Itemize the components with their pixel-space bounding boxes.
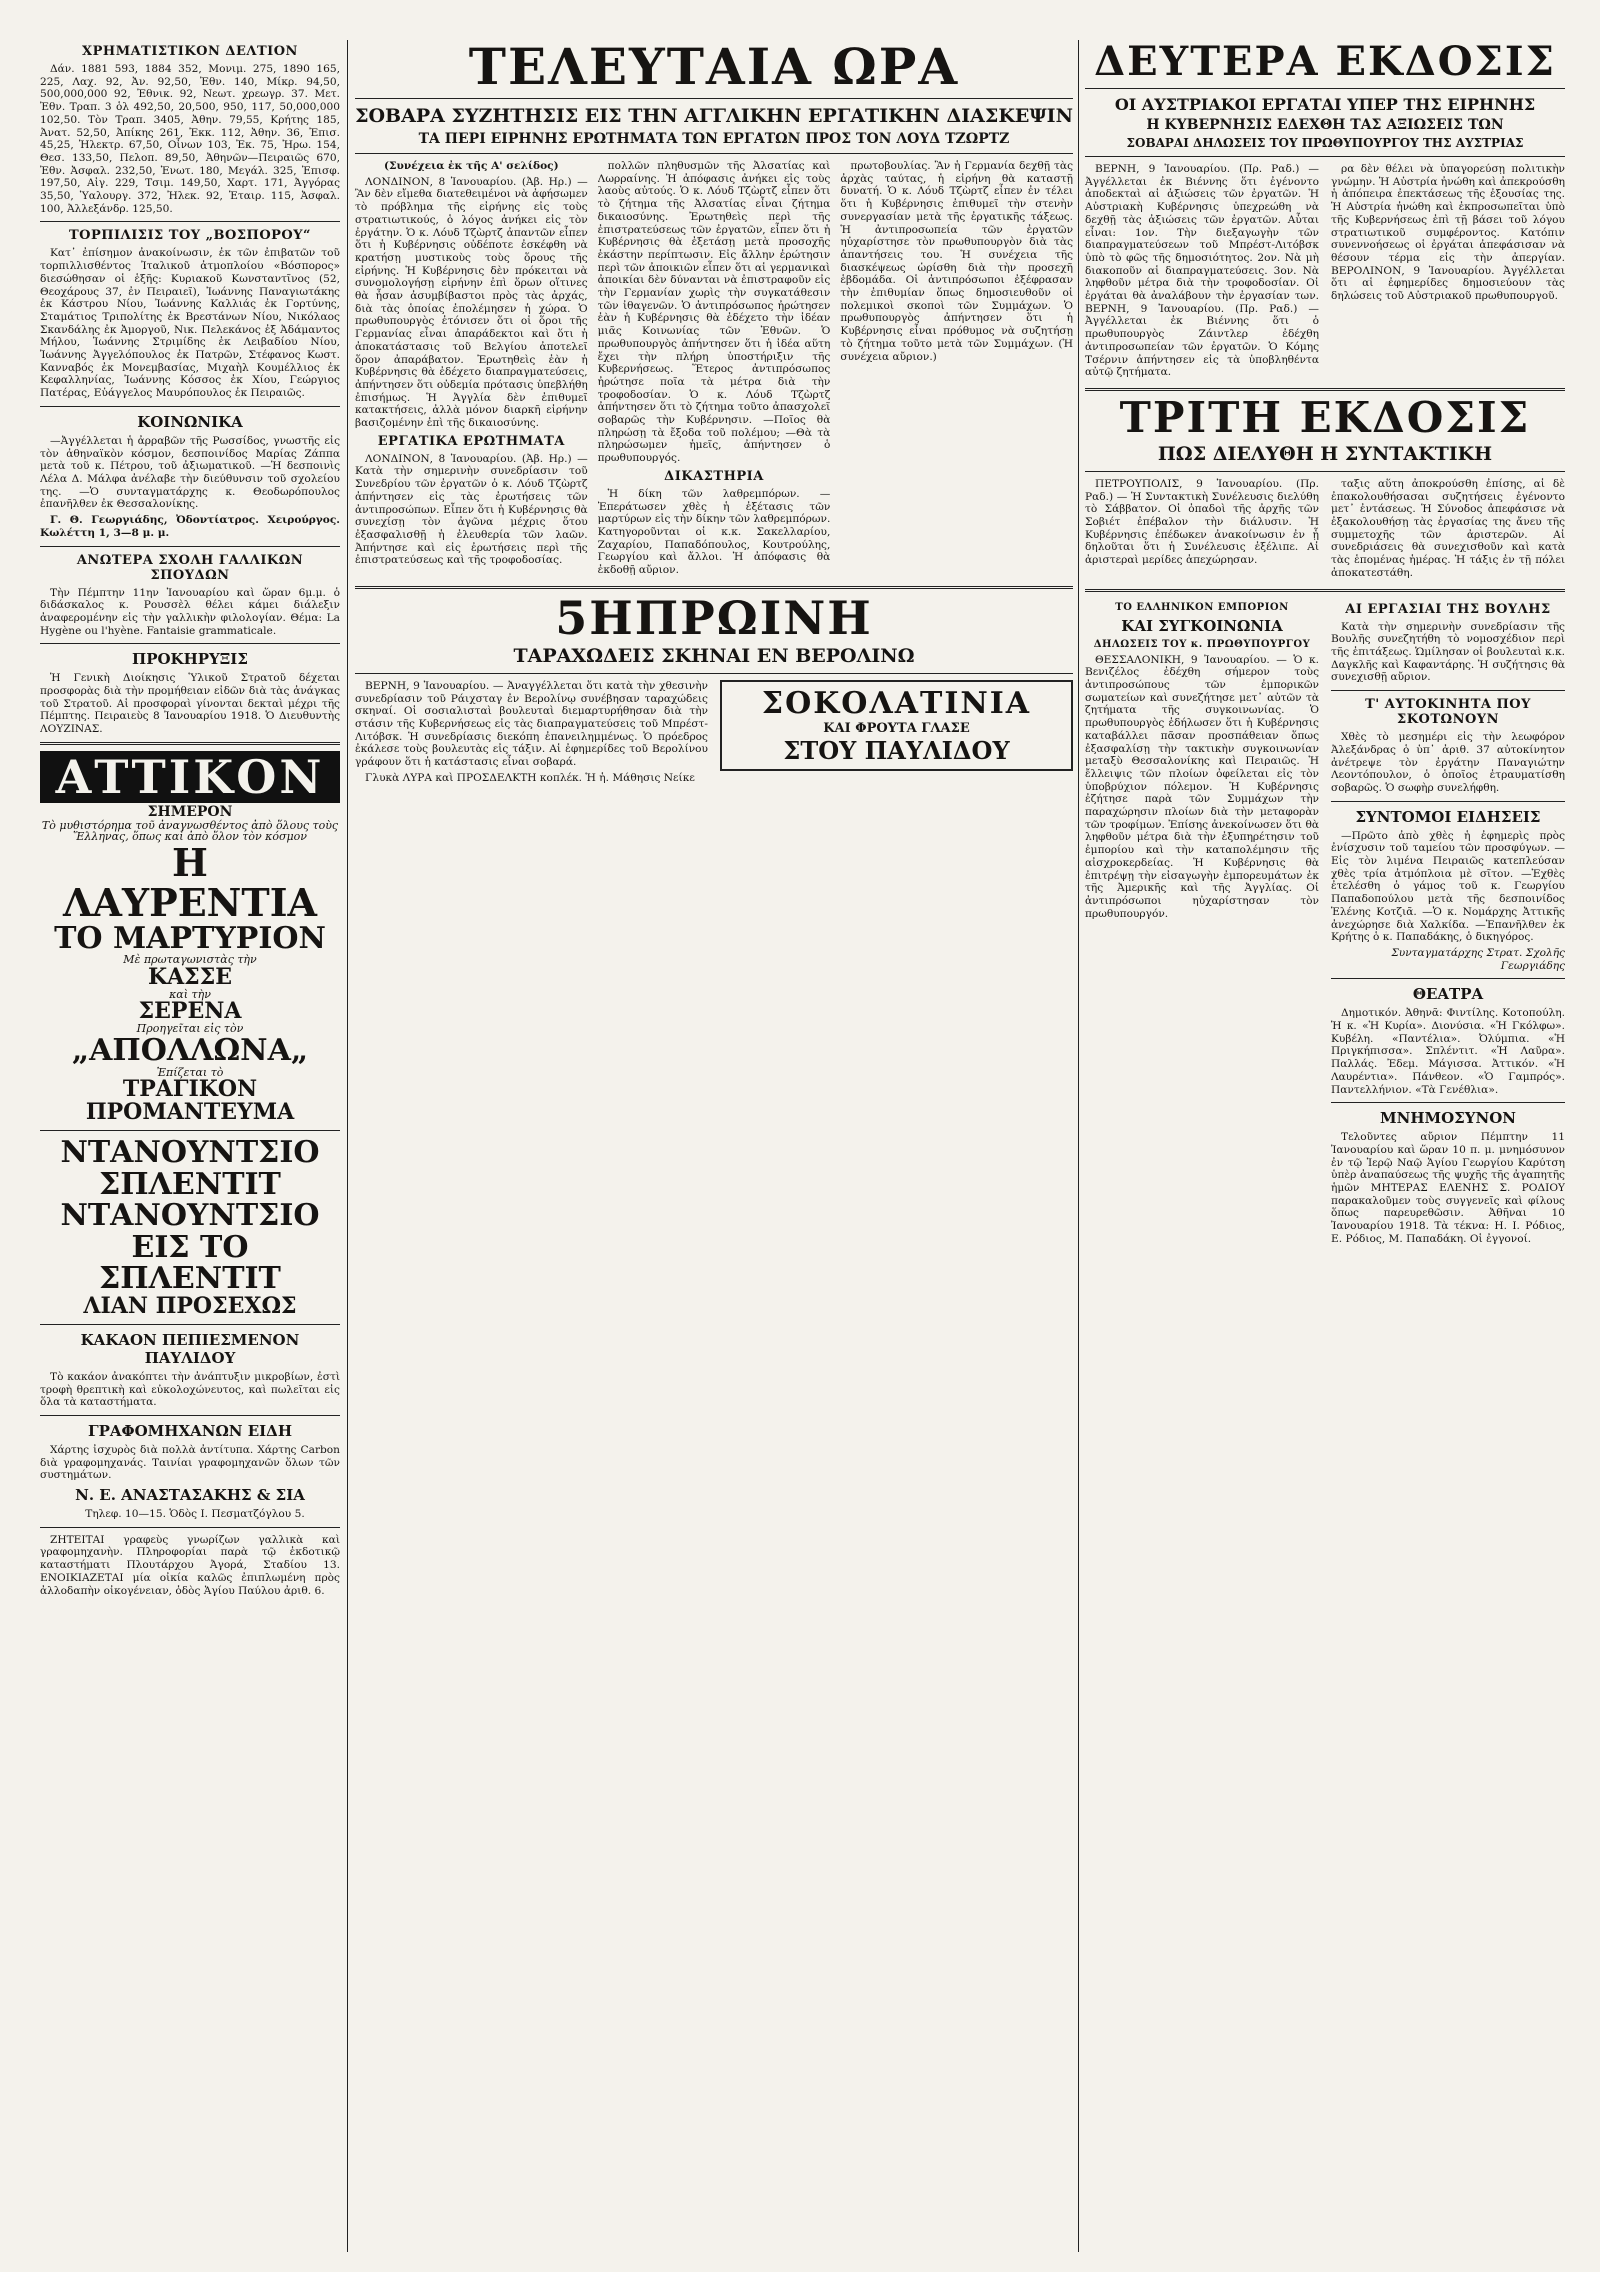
constituent-headline: ΠΩΣ ΔΙΕΛΥΘΗ Η ΣΥΝΤΑΚΤΙΚΗ	[1157, 442, 1493, 465]
theatre-title: ΘΕΑΤΡΑ	[1412, 985, 1484, 1004]
bosporos-text: Κατ᾽ ἐπίσημον ἀνακοίνωσιν, ἐκ τῶν ἐπιβατῶν τοῦ τορπιλλισθέντος Ἰταλικοῦ ἀτμοπλοίου «Βόσπορος» διεσώθησαν οἱ ἑξῆς: Κυριακοῦ Κωνσταντῖνος (52, Θεοχάρους 37, ἐν Πειραιεῖ), Ἰωάννης Παναγιωτάκης ἐκ Κάστρου Νίου, Ἰωάννης Καλλιάς ἐκ Γορτύνης, Σταμάτιος Τριπολίτης ἐκ Βρεστάνων Νίου, Νικόλαος Σκανδάλης ἐκ Ἀμοργοῦ, Νικ. Πελεκάνος ἐξ Ἀδάμαντος Μήλου, Ἰωάννης Στριμίδης ἐκ Λειβαδίου Νίου, Ἰωάννης Ἀγγελόπουλος ἐκ Πατρῶν, Στέφανος Κωστ. Κανναβός ἐκ Μονεμβασίας, Μιχαὴλ Κουμέλλιος ἐκ Κεφαλληνίας, Ἰωάννης Κόσσος ἐκ Χίου, Γεώργιος Πατέρας, Εὐάγγελος Μαυρόπουλος ἐκ Πειραιῶς.	[40, 247, 340, 400]
article-text-c: πρωτοβουλίας. Ἂν ἡ Γερμανία δεχθῇ τὰς ἀρχὰς ταύτας, ἡ εἰρήνη θὰ καταστῇ δυνατή. Ὁ κ. Λόυδ Τζὼρτζ εἶπεν ἐν τέλει ὅτι ἡ Κυβέρνησις ἐπιθυμεῖ τὴν στενὴν συνεργασίαν μετὰ τῆς ἐργατικῆς τάξεως. Ἡ ἀντιπροσωπεία τῶν ἐργατῶν ηὐχαρίστησε τὸν πρωθυπουργὸν διὰ τὰς ἀπαντήσεις του. Ἡ συνέχεια τῆς διασκέψεως ὡρίσθη διὰ τὴν προσεχῆ ἑβδομάδα. Οἱ ἀντιπρόσωποι ἐξέφρασαν τὴν ἐπιθυμίαν ὅπως δημοσιευθοῦν οἱ πολεμικοὶ σκοποὶ τῶν Συμμάχων. Ὁ πρωθυπουργὸς ἀπήντησεν ὅτι ἡ Κυβέρνησις εἶναι πρόθυμος νὰ συζητήσῃ τὸ ζήτημα τοῦτο μετὰ τῶν Συμμάχων. (Ἡ συνέχεια αὔριον.)	[840, 160, 1073, 363]
austria-headline-1: ΟΙ ΑΥΣΤΡΙΑΚΟΙ ΕΡΓΑΤΑΙ ΥΠΕΡ ΤΗΣ ΕΙΡΗΝΗΣ	[1114, 95, 1536, 114]
labor-title: ΕΡΓΑΤΙΚΑ ΕΡΩΤΗΜΑΤΑ	[377, 433, 565, 449]
article-text-a2: ΛΟΝΔΙΝΟΝ, 8 Ἰανουαρίου. (Ἀβ. Ηρ.) — Κατὰ τὴν σημερινὴν συνεδρίασιν τοῦ Συνεδρίου τῶν ἐργατῶν ὁ κ. Λόυδ Τζὼρτζ ἀπήντησεν εἰς τὰς ἐρωτήσεις τῶν ἀντιπροσώπων. Εἶπεν ὅτι ἡ Κυβέρνησις θὰ συνεχίσῃ τὸν ἀγῶνα μέχρις ὅτου ἐξασφαλισθῇ ἡ ἐλευθερία τῶν λαῶν. Ἀπήντησε καὶ εἰς ἐρωτήσεις περὶ τῆς ἐπιστρατεύσεως καὶ τῆς τροφοδοσίας.	[355, 452, 588, 567]
brand-1: ΝΤΑΝΟΥΝΤΣΙΟ	[60, 1135, 320, 1171]
theatre-text: Δημοτικόν. Ἀθηνᾶ: Φιντίλης. Κοτοπούλη. Ἡ κ. «Ἡ Κυρία». Διονύσια. «Ἡ Γκόλφω». Κυβέλη. «Παντέλια». Ὀλύμπια. «Ἡ Πριγκήπισσα». Σπλέντιτ. «Ἡ Λαῦρα». Παλλάς. Ἐδεμ. Μάγισσα. Ἀττικόν. «Ἡ Λαυρέντια». Πάνθεον. «Ὁ Γαμπρός». Παντελλήνιον. «Τὰ Γενέθλια».	[1331, 1007, 1565, 1096]
continued-note: (Συνέχεια ἐκ τῆς Α' σελίδος)	[384, 160, 559, 172]
social-title: ΚΟΙΝΩΝΙΚΑ	[137, 412, 243, 431]
notice-text: Ἡ Γενικὴ Διοίκησις Ὑλικοῦ Στρατοῦ δέχεται προσφορὰς διὰ τὴν προμήθειαν εἰδῶν διὰ τὰς ἀνάγκας τοῦ Στρατοῦ. Αἱ προσφοραὶ γίνονται δεκταὶ μέχρι τῆς Πέμπτης. Πειραιεὺς 8 Ἰανουαρίου 1918. Ὁ Διευθυντὴς ΛΟΥΖΙΝΑΣ.	[40, 672, 340, 736]
news-text: —Πρῶτο ἀπὸ χθὲς ἡ ἐφημερὶς πρὸς ἐνίσχυσιν τοῦ ταμείου τῶν προσφύγων. —Εἰς τὸν λιμένα Πειραιῶς κατεπλεύσαν χθὲς τρία ἀτμόπλοια μὲ σῖτον. —Ἐχθὲς ἐτελέσθη ὁ γάμος τοῦ κ. Γεωργίου Παπαδοπούλου μετὰ τῆς δεσποινίδος Ἑλένης Κοτζιᾶ. —Ὁ κ. Νομάρχης Ἀττικῆς ἀνεχώρησε διὰ Χαλκίδα. —Ἐπανῆλθεν ἐκ Κρήτης ὁ κ. Παπαδάκης, ὁ δικηγόρος.	[1331, 829, 1565, 944]
right-column	[1085, 40, 1565, 2252]
berlin-columns	[355, 680, 1073, 788]
cars-text: Χθὲς τὸ μεσημέρι εἰς τὴν λεωφόρον Ἀλεξάνδρας ὁ ὑπ᾽ ἀριθ. 37 αὐτοκίνητον ἀνέτρεψε τὸν ἐργάτην Παναγιώτην Λεοντόπουλον, ὁ ὁποῖος ἐτραυματίσθη σοβαρῶς. Ὁ σωφὴρ συνελήφθη.	[1331, 731, 1565, 794]
news-signature: Συνταγματάρχης Στρατ. Σχολῆς Γεωργιάδης	[1391, 946, 1565, 972]
kids-text: Τὸ κακάον ἀνακόπτει τὴν ἀνάπτυξιν μικροβίων, ἐστὶ τροφὴ θρεπτικὴ καὶ εὐκολοχώνευτος, καὶ πωλεῖται εἰς ὅλα τὰ καταστήματα.	[40, 1370, 340, 1409]
cars-title: Τ' ΑΥΤΟΚΙΝΗΤΑ ΠΟΥ ΣΚΟΤΩΝΟΥΝ	[1365, 697, 1531, 728]
company-address: Τηλεφ. 10—15. Ὁδὸς Ι. Πεσματζόγλου 5.	[85, 1508, 305, 1521]
chocolate-sub: ΚΑΙ ΦΡΟΥΤΑ ΓΛΑΣΕ	[823, 720, 970, 736]
left-column	[40, 40, 340, 2252]
chocolate-title: ΣΟΚΟΛΑΤΙΝΙΑ	[761, 685, 1032, 721]
notice-title: ΠΡΟΚΗΡΥΞΙΣ	[132, 650, 248, 669]
social-text: —Ἀγγέλλεται ἡ ἀρραβῶν τῆς Ρωσσίδος, γνωστῆς εἰς τὸν ἀθηναϊκὸν κόσμον, δεσποινίδος Μαρίας Ζάππα μετὰ τοῦ κ. Πέτρου, τοῦ ἀξιωματικοῦ. —Ἡ δεσποινὶς Λέλα Δ. Μάλφα ἀνέλαβε τὴν διεύθυνσιν τοῦ σχολείου της. —Ὁ συνταγματάρχης κ. Θεοδωρόπουλος ἐπανῆλθεν ἐκ Θεσσαλονίκης.	[40, 434, 340, 511]
follows-line: Ἐπίζεται τὸ	[156, 1065, 224, 1079]
attikon-title: ΑΤΤΙΚΟΝ	[40, 751, 340, 803]
brand-3: ΝΤΑΝΟΥΝΤΣΙΟ	[60, 1198, 320, 1234]
film-title-1: Η ΛΑΥΡΕΝΤΙΑ	[63, 839, 317, 925]
center-column	[355, 40, 1073, 2252]
commerce-text: ΘΕΣΣΑΛΟΝΙΚΗ, 9 Ἰανουαρίου. — Ὁ κ. Βενιζέλος ἐδέχθη σήμερον τοὺς ἀντιπροσώπους τῶν ἐμπορικῶν σωματείων καὶ συνεζήτησε μετ᾽ αὐτῶν τὰ ζητήματα τῆς συγκοινωνίας. Ὁ πρωθυπουργὸς ἐδήλωσεν ὅτι ἡ Κυβέρνησις καταβάλλει πᾶσαν προσπάθειαν ὅπως ἐξασφαλίσῃ τὴν τακτικὴν συγκοινωνίαν μεταξὺ Θεσσαλονίκης καὶ Πειραιῶς. Ἡ ἔλλειψις τῶν πλοίων ὀφείλεται εἰς τὸν ὑποβρύχιον πόλεμον. Ἡ Κυβέρνησις ἐζήτησε παρὰ τῶν Συμμάχων τὴν παραχώρησιν πλοίων διὰ τὴν μεταφορὰν τῶν τροφίμων. Ἐπίσης ἀνεκοίνωσεν ὅτι θὰ ληφθοῦν μέτρα διὰ τὴν ἐξυπηρέτησιν τοῦ ἐμπορίου καὶ τὴν καταπολέμησιν τῆς αἰσχροκερδείας. Ἡ Κυβέρνησις θὰ ἐπιτρέψῃ τὴν εἰσαγωγὴν ἐμπορευμάτων ἐκ τῆς Ἀμερικῆς καὶ τῆς Ἀγγλίας. Οἱ ἀντιπρόσωποι ηὐχαρίστησαν τὸν πρωθυπουργόν.	[1085, 653, 1319, 920]
bosporos-title: ΤΟΡΠΙΛΙΣΙΣ ΤΟΥ „ΒΟΣΠΟΡΟΥ“	[68, 228, 312, 244]
court-title: ΔΙΚΑΣΤΗΡΙΑ	[664, 468, 764, 484]
headline-sub: ΤΑ ΠΕΡΙ ΕΙΡΗΝΗΣ ΕΡΩΤΗΜΑΤΑ ΤΩΝ ΕΡΓΑΤΩΝ ΠΡΟΣ ΤΟΝ ΛΟΥΔ ΤΖΩΡΤΖ	[418, 131, 1010, 147]
doctor-line: Γ. Θ. Γεωργιάδης, Ὀδοντίατρος. Χειρούργος. Κωλέττη 1, 3—8 μ. μ.	[40, 514, 340, 539]
memorial-title: ΜΝΗΜΟΣΥΝΟΝ	[1380, 1109, 1516, 1128]
chocolate-shop: ΣΤΟΥ ΠΑΥΛΙΔΟΥ	[783, 735, 1010, 765]
kids-title: ΚΑΚΑΟΝ ΠΕΠΙΕΣΜΕΝΟΝ ΠΑΥΛΙΔΟΥ	[80, 1330, 300, 1367]
brand-4: ΕΙΣ ΤΟ ΣΠΛΕΝΤΙΤ	[99, 1229, 281, 1297]
parliament-text: Κατὰ τὴν σημερινὴν συνεδρίασιν τῆς Βουλῆς συνεζητήθη τὸ νομοσχέδιον περὶ τῆς ἐπιτάξεως. Ὡμίλησαν οἱ βουλευταὶ κ.κ. Δαγκλῆς καὶ Καφαντάρης. Ἡ συζήτησις θὰ συνεχισθῇ αὔριον.	[1331, 620, 1565, 684]
news-title: ΣΥΝΤΟΜΟΙ ΕΙΔΗΣΕΙΣ	[1355, 807, 1541, 826]
berlin-headline: ΤΑΡΑΧΩΔΕΙΣ ΣΚΗΝΑΙ ΕΝ ΒΕΡΟΛΙΝΩ	[513, 644, 915, 667]
attikon-advert	[40, 751, 340, 1318]
court-text: Ἡ δίκη τῶν λαθρεμπόρων. — Ἐπεράτωσεν χθὲς ἡ ἐξέτασις τῶν μαρτύρων εἰς τὴν δίκην τῶν λαθρεμπόρων. Κατηγοροῦνται οἱ κ.κ. Σακελλαρίου, Ζαχαρίου, Παπαδόπουλος, Κουτρούλης, Γεωργίου καὶ ἄλλοι. Ἡ ἀπόφασις θὰ ἐκδοθῇ αὔριον.	[597, 487, 831, 577]
commerce-pre-title: ΤΟ ΕΛΛΗΝΙΚΟΝ ΕΜΠΟΡΙΟΝ	[1115, 601, 1289, 613]
office-text: Χάρτης ἰσχυρὸς διὰ πολλὰ ἀντίτυπα. Χάρτης Carbon διὰ γραφομηχανάς. Ταινίαι γραφομηχανῶν ὅλων τῶν συστημάτων.	[40, 1443, 340, 1482]
wanted-text: ΖΗΤΕΙΤΑΙ γραφεὺς γνωρίζων γαλλικὰ καὶ γραφομηχανὴν. Πληροφορίαι παρὰ τῷ ἐκδοτικῷ καταστήματι Πλουτάρχου Ἀγορά, Σταδίου 13. ΕΝΟΙΚΙΑΖΕΤΑΙ μία οἰκία καλῶς ἐπιπλωμένη πρὸς ἀλλοδαπὴν οἰκογένειαν, ὁδὸς Ἁγίου Παύλου ἀριθ. 6.	[40, 1533, 340, 1597]
exchange-text: Δάν. 1881 593, 1884 352, Μονιμ. 275, 1890 165, 225, Λαχ. 92, Ἀν. 92,50, Ἐθν. 140, Μίκρ. 94,50, 500,000,000 92, Ἐθνικ. 92, Νεωτ. χρεωγρ. 37. Μετ. Ἐθν. Τραπ. 3 ὁλ 492,50, 20,500, 950, 117, 50,000,000 102,50. Τὸν Τραπ. 3405, Ἀθην. 79,55, Κρήτης 185, Ἀνατ. 52,50, Ἀπίκης 261, Ἐκκ. 112, Ἀθην. 36, Ἐπισ. 45,25, Ἠλεκτρ. 67,50, Οἶνων 103, Ἐκ. 75, Ἠρω. 154, Θεσ. 133,50, Πελοπ. 89,50, Ἀθηνῶν—Πειραιῶς 670, Ἐθν. Ἀσφαλ. 232,50, Ἑνωτ. 180, Μεγάλ. 325, Ἐπισφ. 197,50, Αἰγ. 229, Τσιμ. 149,50, Χαρτ. 171, Ἀγγόρας 35,50, Ὑαλουργ. 372, Ἠλεκ. 92, Ἑταιρ. 115, Ἀσφαλ. 100, Ἀλλεξάνδρ. 125,50.	[40, 63, 340, 215]
parliament-title: ΑΙ ΕΡΓΑΣΙΑΙ ΤΗΣ ΒΟΥΛΗΣ	[1345, 601, 1551, 617]
memorial-text: Τελοῦντες αὔριον Πέμπτην 11 Ἰανουαρίου καὶ ὥραν 10 π. μ. μνημόσυνον ἐν τῷ Ἱερῷ Ναῷ Ἁγίου Γεωργίου Καρύτση ὑπὲρ ἀναπαύσεως τῆς ψυχῆς τῆς ἀγαπητῆς ἡμῶν ΜΗΤΕΡΑΣ ΕΛΕΝΗΣ Σ. ΡΟΔΙΟΥ παρακαλοῦμεν τοὺς συγγενεῖς καὶ φίλους ὅπως παρευρεθῶσιν. Ἀθῆναι 10 Ἰανουαρίου 1918. Τὰ τέκνα: Η. Ι. Ρόδιος, Ε. Ρόδιος, Μ. Παπαδάκη. Οἱ ἐγγονοί.	[1331, 1131, 1565, 1245]
pavlidis-line: Γλυκὰ ΛΥΡΑ καὶ ΠΡΟΣΔΕΛΚΤΗ κοπλέκ. Ἡ ἡ. Μάθησις Νείκε	[365, 771, 695, 784]
brand-2: ΣΠΛΕΝΤΙΤ	[99, 1166, 281, 1202]
article-text-b: πολλῶν πληθυσμῶν τῆς Ἀλσατίας καὶ Λωρραίνης. Ἡ ἀπόφασις ἀνήκει εἰς τοὺς λαοὺς αὐτούς. Ὁ κ. Λόυδ Τζὼρτζ εἶπεν ὅτι τὸ ζήτημα τῆς Ἀλσατίας εἶναι ζήτημα δικαιοσύνης. Ἐρωτηθεὶς περὶ τῆς ἐπιστρατεύσεως τῶν ἐργατῶν, εἶπεν ὅτι ἡ Κυβέρνησις θὰ ἐξετάσῃ μετὰ προσοχῆς ἑκάστην περίπτωσιν. Εἰς ἄλλην ἐρώτησιν περὶ τῶν ἀποικιῶν εἶπεν ὅτι αἱ γερμανικαὶ ἀποικίαι δὲν δύνανται νὰ ἐπιστραφοῦν εἰς τὴν Γερμανίαν χωρὶς τὴν συγκατάθεσιν τῶν ἰθαγενῶν. Ὁ ἀντιπρόσωπος ἠρώτησεν ἐὰν ἡ Κυβέρνησις θὰ ἐδέχετο τὴν ἰδέαν μιᾶς Κοινωνίας τῶν Ἐθνῶν. Ὁ πρωθυπουργὸς ἀπήντησεν ὅτι ἡ ἰδέα αὕτη ἔχει τὴν πλήρη ὑποστήριξιν τῆς Κυβερνήσεως. Ἕτερος ἀντιπρόσωπος ἠρώτησε ποῖα τὰ μέτρα διὰ τὴν τροφοδοσίαν. Ὁ κ. Λόυδ Τζὼρτζ ἀπήντησεν ὅτι τὸ ζήτημα τοῦτο ἀπασχολεῖ σοβαρῶς τὴν Κυβέρνησιν. —Ποῖος θὰ πληρώσῃ τὰ ἔξοδα τοῦ πολέμου; —Θὰ τὰ πληρώσωμεν ἡμεῖς, ἀπήντησεν ὁ πρωθυπουργός.	[597, 160, 831, 465]
constituent-text-a: ΠΕΤΡΟΥΠΟΛΙΣ, 9 Ἰανουαρίου. (Πρ. Ραδ.) — Ἡ Συντακτικὴ Συνέλευσις διελύθη τὸ Σάββατον. Οἱ ὀπαδοὶ τῆς ἀρχῆς τῶν Σοβιέτ ἐπέβαλον τὴν διάλυσιν. Ἡ Κυβέρνησις ἐπέδωκεν ἀνακοίνωσιν ἐν ᾗ δηλοῦται ὅτι ἡ Συνέλευσις ἐξέλιπε. Αἱ ἀριστεραὶ μερίδες ἀπεχώρησαν.	[1085, 477, 1319, 567]
article-text-a: ΛΟΝΔΙΝΟΝ, 8 Ἰανουαρίου. (Ἀβ. Ηρ.) — Ἂν δὲν εἴμεθα διατεθειμένοι νὰ ἀφήσωμεν τὸ πρόβλημα τῆς εἰρήνης εἰς τοὺς στρατιωτικούς, ὁ λόγος ἀνήκει εἰς τὸν ἐργάτην. Ὁ κ. Λόυδ Τζὼρτζ ἀπαντῶν εἶπεν ὅτι ἡ Κυβέρνησις οὐδέποτε ἐσκέφθη νὰ κρατήσῃ μυστικοὺς τοὺς ὅρους τῆς εἰρήνης. Ἡ Κυβέρνησις δὲν πρόκειται νὰ συνομολογήσῃ εἰρήνην ἐπὶ ὅρων οἵτινες θὰ ἦσαν ἀσυμβίβαστοι πρὸς τὰς ἀρχάς, διὰ τὰς ὁποίας ἐπολέμησεν ἡ χώρα. Ὁ πρωθυπουργὸς ἐτόνισεν ὅτι οἱ ὅροι τῆς Γερμανίας εἶναι ἀπαράδεκτοι καὶ ὅτι ἡ ἀποκατάστασις τοῦ Βελγίου ἀποτελεῖ ὅρον ἀπαράβατον. Ἐρωτηθεὶς ἐὰν ἡ Κυβέρνησις θὰ ἐδέχετο διαπραγματεύσεις, ἀπήντησεν ὅτι οὐδεμία πρότασις ὑπεβλήθη ἐπισήμως. Ἡ Ἀγγλία δὲν ἐπιθυμεῖ κατακτήσεις, ἀλλὰ μόνον διαρκῆ εἰρήνην βασιζομένην ἐπὶ τῆς δικαιοσύνης.	[355, 175, 588, 430]
with-line: Μὲ πρωταγωνιστὰς τὴν	[123, 953, 257, 967]
precedes-line: Προηγεῖται εἰς τὸν	[136, 1022, 244, 1036]
office-title: ΓΡΑΦΟΜΗΧΑΝΩΝ ΕΙΔΗ	[87, 1421, 292, 1440]
attikon-line: Τὸ μυθιστόρημα τοῦ ἀναγνωσθέντος ἀπὸ ὅλους τοὺς Ἕλληνας, ὅπως καὶ ἀπὸ ὅλον τὸν κόσμον	[41, 818, 339, 844]
film-title-2: „ΑΠΟΛΛΩΝΑ„	[71, 1033, 309, 1069]
exchange-title: ΧΡΗΜΑΤΙΣΤΙΚΟΝ ΔΕΛΤΙΟΝ	[82, 44, 298, 59]
school-text: Τὴν Πέμπτην 11ην Ἰανουαρίου καὶ ὥραν 6μ.μ. ὁ διδάσκαλος κ. Ρουσσὲλ θέλει κάμει διάλεξιν ἀναφερομένην εἰς τὴν γαλλικὴν φιλολογίαν. Θέμα: La Hygène ou l'hyène. Fantaisie grammaticale.	[40, 586, 340, 637]
third-edition-banner: ΤΡΙΤΗ ΕΚΔΟΣΙΣ	[1119, 392, 1531, 442]
column-rule	[347, 40, 348, 2252]
morning-edition-banner: 5ΗΠΡΩΙΝΗ	[555, 590, 873, 645]
headline-main: ΣΟΒΑΡΑ ΣΥΖΗΤΗΣΙΣ ΕΙΣ ΤΗΝ ΑΓΓΛΙΚΗΝ ΕΡΓΑΤΙΚΗΝ ΔΙΑΣΚΕΨΙΝ	[355, 105, 1073, 127]
film-title-3: ΤΡΑΓΙΚΟΝ ΠΡΟΜΑΝΤΕΥΜΑ	[85, 1076, 295, 1126]
constituent-text-b: ταξις αὕτη ἀποκρούσθη ἐπίσης, αἱ δὲ ἐπακολουθήσασαι συζητήσεις ἐγένοντο μετ᾽ ἐντάσεως. Ἡ Σύνοδος ἀπεφάσισε νὰ ἐξακολουθήσῃ τὰς ἐργασίας της ἄνευ τῆς συμμετοχῆς τῶν ἀριστερῶν. Αἱ συνεδριάσεις θὰ συνεχισθοῦν καὶ κατὰ τὰς ἑπομένας ἡμέρας. Ἡ τάξις ἐν τῇ πόλει ἀποκατεστάθη.	[1331, 477, 1565, 579]
actor-1: ΚΑΣΣΕ	[147, 963, 233, 990]
commerce-title: ΚΑΙ ΣΥΓΚΟΙΝΩΝΙΑ	[1121, 616, 1283, 635]
commerce-subtitle: ΔΗΛΩΣΕΙΣ ΤΟΥ κ. ΠΡΩΘΥΠΟΥΡΓΟΥ	[1093, 638, 1311, 650]
brand-5: ΛΙΑΝ ΠΡΟΣΕΧΩΣ	[83, 1292, 297, 1319]
austria-headline-2: Η ΚΥΒΕΡΝΗΣΙΣ ΕΔΕΧΘΗ ΤΑΣ ΑΞΙΩΣΕΙΣ ΤΩΝ	[1146, 117, 1504, 133]
and-line: καὶ τὴν	[169, 987, 211, 1001]
company-name: Ν. Ε. ΑΝΑΣΤΑΣΑΚΗΣ & ΣΙΑ	[75, 1486, 305, 1505]
last-hour-banner: ΤΕΛΕΥΤΑΙΑ ΩΡΑ	[468, 40, 960, 96]
school-title: ΑΝΩΤΕΡΑ ΣΧΟΛΗ ΓΑΛΛΙΚΩΝ ΣΠΟΥΔΩΝ	[76, 552, 304, 583]
actor-2: ΣΕΡΕΝΑ	[138, 998, 242, 1025]
column-rule	[1078, 40, 1079, 2252]
chocolate-advert	[720, 680, 1073, 771]
attikon-tonight: ΣΗΜΕΡΟΝ	[147, 804, 233, 821]
austria-text-a: ΒΕΡΝΗ, 9 Ἰανουαρίου. (Πρ. Ραδ.) — Ἀγγέλλεται ἐκ Βιέννης ὅτι ἐγένοντο ἀποδεκταὶ αἱ ἀξιώσεις τῶν ἐργατῶν. Ἡ Αὐστριακὴ Κυβέρνησις ὑπεχρεώθη νὰ δεχθῇ τὰς ἀξιώσεις τῶν ἐργατῶν. Αὗται εἶναι: 1ον. Τὴν διεξαγωγὴν τῶν διαπραγματεύσεων τοῦ Μπρέστ-Λιτόβσκ ὑπὸ τὸ φῶς τῆς δημοσιότητος. 2ον. Νὰ μὴ διακοποῦν αἱ διαπραγματεύσεις. 3ον. Νὰ ληφθοῦν μέτρα διὰ τὴν τροφοδοσίαν. Οἱ ἐργάται θὰ ἀναλάβουν τὴν ἐργασίαν των. ΒΕΡΝΗ, 9 Ἰανουαρίου. (Πρ. Ραδ.) — Ἀγγέλλεται ἐκ Βιέννης ὅτι ὁ πρωθυπουργὸς Ζάιντλερ ἐδέχθη ἀντιπροσωπείαν τῶν ἐργατῶν. Ὁ Κόμης Τσέρνιν ἀπήντησεν εἰς τὰ ὑποβληθέντα αὐτῷ ζητήματα.	[1085, 163, 1319, 379]
berlin-text: ΒΕΡΝΗ, 9 Ἰανουαρίου. — Ἀναγγέλλεται ὅτι κατὰ τὴν χθεσινὴν συνεδρίασιν τοῦ Ράιχσταγ ἐν Βερολίνῳ συνέβησαν ταραχώδεις σκηναί. Οἱ σοσιαλισταὶ βουλευταὶ διεμαρτυρήθησαν διὰ τὴν στάσιν τῆς Κυβερνήσεως εἰς τὰς διαπραγματεύσεις τοῦ Μπρέστ-Λιτόβσκ. Ἡ συνεδρίασις διεκόπη ἐπανειλημμένως. Ὁ πρόεδρος ἐκάλεσε τοὺς βουλευτὰς εἰς τάξιν. Αἱ ἐφημερίδες τοῦ Βερολίνου γράφουν ὅτι ἡ κατάστασις εἶναι σοβαρά.	[355, 679, 708, 769]
austria-headline-3: ΣΟΒΑΡΑΙ ΔΗΛΩΣΕΙΣ ΤΟΥ ΠΡΩΘΥΠΟΥΡΓΟΥ ΤΗΣ ΑΥΣΤΡΙΑΣ	[1126, 136, 1524, 150]
article-columns	[355, 160, 1073, 580]
second-edition-banner: ΔΕΥΤΕΡΑ ΕΚΔΟΣΙΣ	[1094, 40, 1556, 85]
austria-text-b: ρα δὲν θέλει νὰ ὑπαγορεύσῃ πολιτικὴν γνώμην. Ἡ Αὐστρία ἠνώθη καὶ ἀπεκρούσθη ἡ ἀπόπειρα ἐπεκτάσεως τῆς ἐξουσίας της. Ἡ Αὐστρία ἠνώθη καὶ ἐκπροσωπεῖται ὑπὸ τῆς Κυβερνήσεως ἐπὶ τῇ βάσει τοῦ λόγου στρατιωτικοῦ συμφέροντος. Κατόπιν συνεννοήσεως οἱ ἐργάται ἀπεφάσισαν νὰ θέσουν τέρμα εἰς τὴν ἀπεργίαν. ΒΕΡΟΛΙΝΟΝ, 9 Ἰανουαρίου. Ἀγγέλλεται ὅτι αἱ ἐφημερίδες δημοσιεύουν τὰς δηλώσεις τοῦ Αὐστριακοῦ πρωθυπουργοῦ.	[1331, 163, 1565, 303]
film-title-1b: ΤΟ ΜΑΡΤΥΡΙΟΝ	[54, 920, 326, 956]
